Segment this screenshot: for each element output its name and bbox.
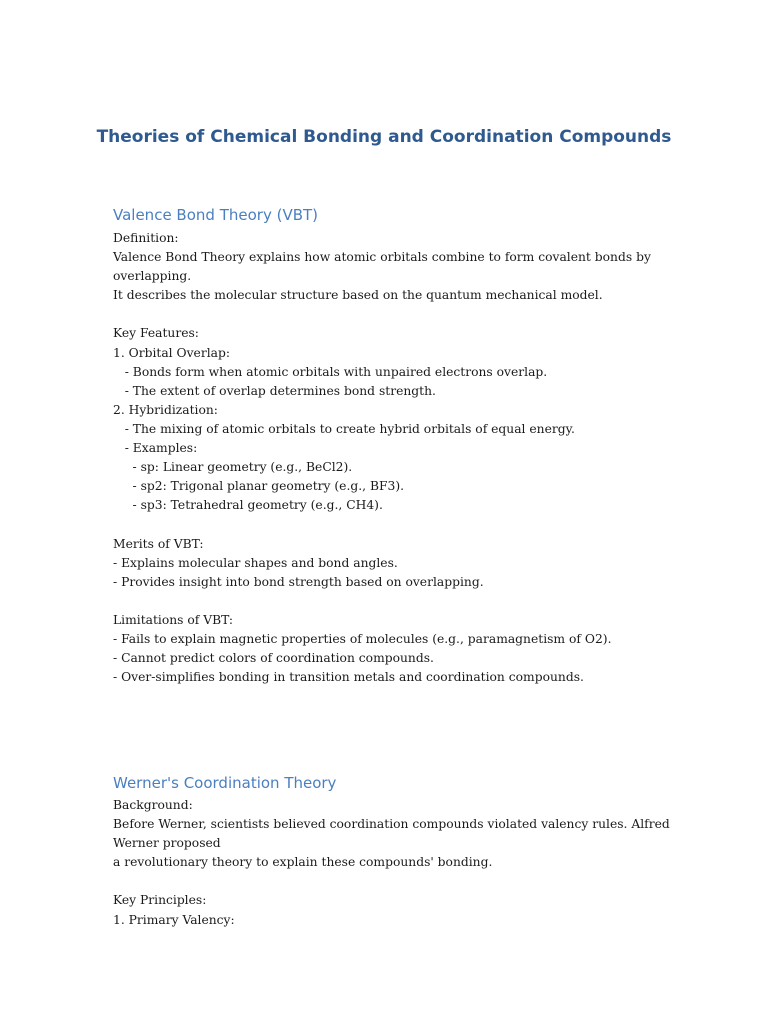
section-heading-werner: Werner's Coordination Theory <box>113 774 337 792</box>
body-line: - The mixing of atomic orbitals to create hybrid orbitals of equal energy. <box>113 421 575 436</box>
blank-line <box>113 515 673 534</box>
body-line: overlapping. <box>113 269 192 284</box>
body-line: Key Features: <box>113 326 199 341</box>
body-line: Before Werner, scientists believed coordination compounds violated valency rules. Alfred <box>113 817 670 832</box>
body-line: Background: <box>113 798 193 812</box>
body-line: - Cannot predict colors of coordination compounds. <box>113 651 434 666</box>
blank-line <box>113 592 673 611</box>
document-title: Theories of Chemical Bonding and Coordination Compounds <box>96 127 672 147</box>
blank-line <box>113 872 673 891</box>
body-line: 1. Orbital Overlap: <box>113 345 230 360</box>
body-line: - Fails to explain magnetic properties of molecules (e.g., paramagnetism of O2). <box>113 631 612 646</box>
body-line: Limitations of VBT: <box>113 612 234 627</box>
body-line: a revolutionary theory to explain these compounds' bonding. <box>113 855 493 870</box>
body-line: - The extent of overlap determines bond strength. <box>113 383 436 398</box>
body-line: Merits of VBT: <box>113 536 204 551</box>
body-line: Key Principles: <box>113 893 207 908</box>
body-line: - Explains molecular shapes and bond angles. <box>113 555 398 570</box>
section-body-werner <box>113 796 673 930</box>
body-line: - Bonds form when atomic orbitals with unpaired electrons overlap. <box>113 364 548 379</box>
body-line: Werner proposed <box>113 836 221 851</box>
body-line: - Examples: <box>113 441 198 456</box>
body-line: Valence Bond Theory explains how atomic orbitals combine to form covalent bonds by <box>113 250 651 265</box>
body-line: - Over-simplifies bonding in transition metals and coordination compounds. <box>113 670 584 685</box>
body-line: - sp2: Trigonal planar geometry (e.g., BF3). <box>113 479 405 494</box>
section-heading-vbt: Valence Bond Theory (VBT) <box>113 206 319 224</box>
body-line: 2. Hybridization: <box>113 402 218 417</box>
body-line: Definition: <box>113 231 179 245</box>
section-body-vbt <box>113 229 673 687</box>
body-line: 1. Primary Valency: <box>113 912 235 927</box>
body-line: - Provides insight into bond strength based on overlapping. <box>113 574 484 589</box>
body-line: It describes the molecular structure based on the quantum mechanical model. <box>113 288 603 303</box>
body-line: - sp3: Tetrahedral geometry (e.g., CH4). <box>113 498 383 513</box>
blank-line <box>113 305 673 324</box>
body-line: - sp: Linear geometry (e.g., BeCl2). <box>113 460 353 475</box>
